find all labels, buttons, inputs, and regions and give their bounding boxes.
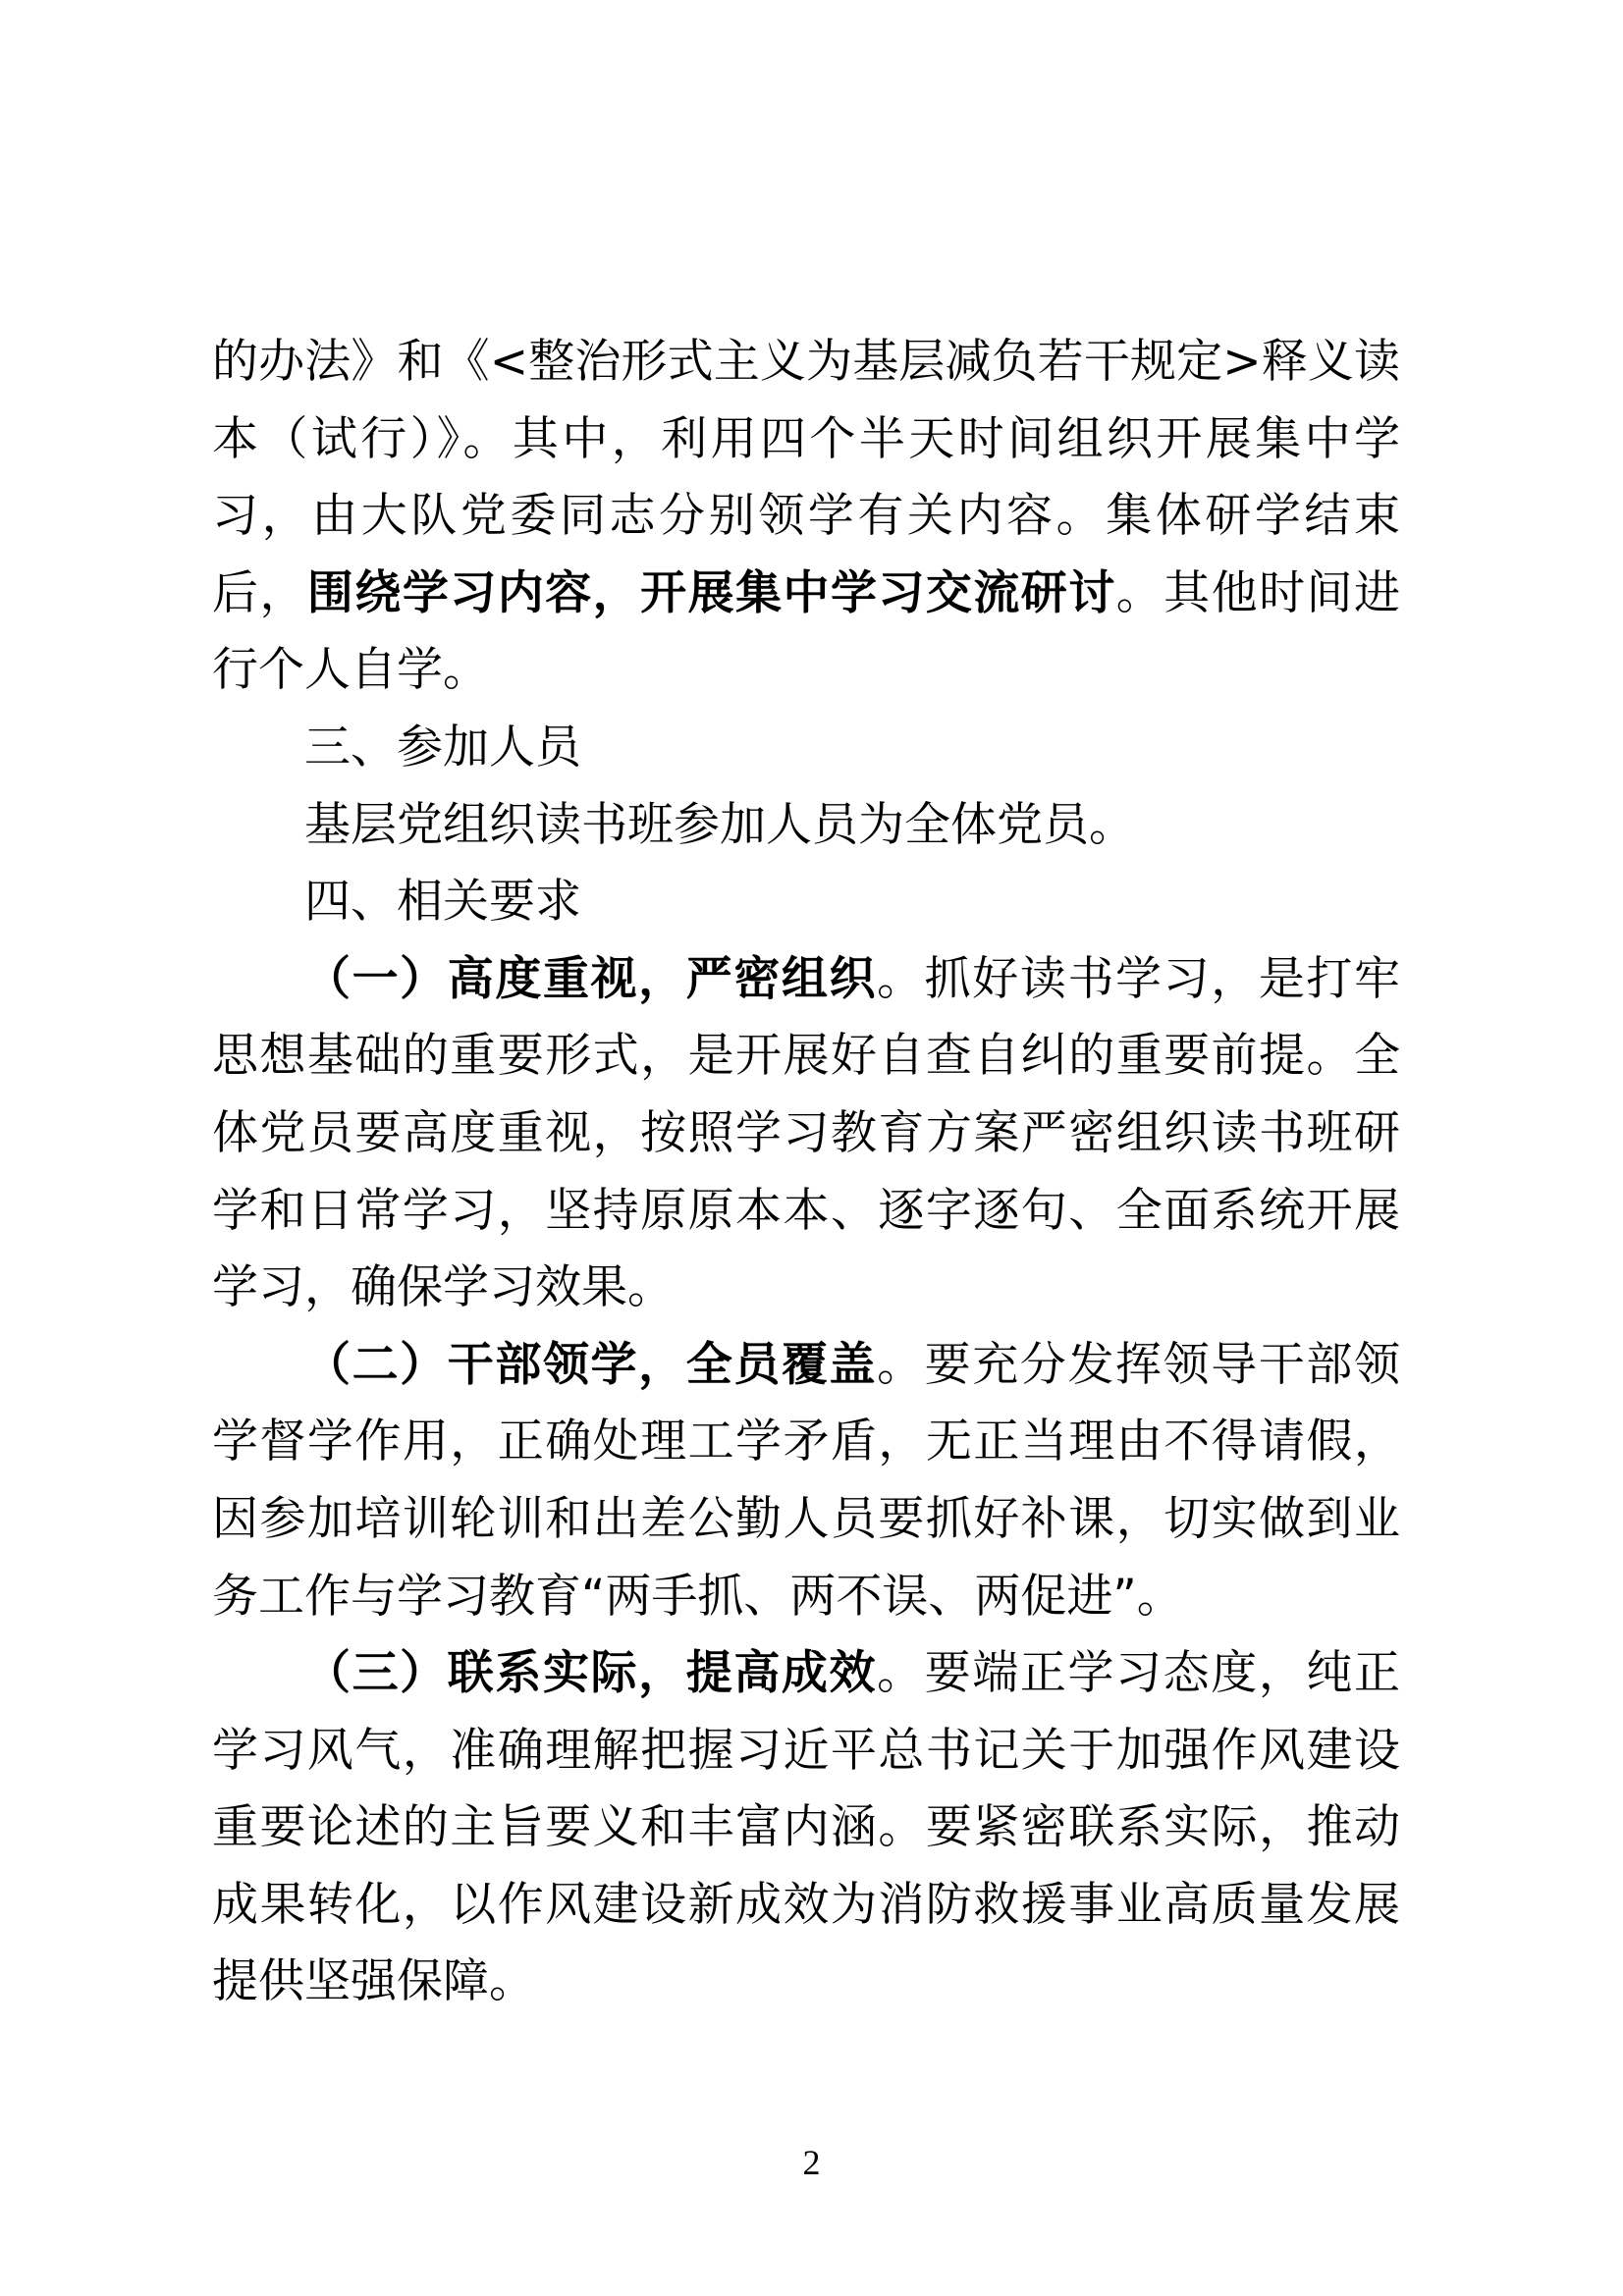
paragraph-study-arrangement xyxy=(212,324,1400,710)
requirement-heading-2: （二）干部领学，全员覆盖 xyxy=(304,1337,878,1392)
requirement-text-3: 。要端正学习态度，纯正学习风气，准确理解把握习近平总书记关于加强作风建设重要论述的主旨要义和丰富内涵。要紧密联系实际，推动成果转化，以作风建设新成效为消防救援事业高质量发展提供坚强保障。 xyxy=(212,1646,1401,2009)
paragraph-text-end: 。其他时间进行个人自学。 xyxy=(212,565,1401,698)
paragraph-participants: 基层党组织读书班参加人员为全体党员。 xyxy=(304,797,1135,852)
section-heading-requirements: 四、相关要求 xyxy=(304,875,581,930)
requirement-text-1: 。抓好读书学习，是打牢思想基础的重要形式，是开展好自查自纠的重要前提。全体党员要高度重视，按照学习教育方案严密组织读书班研学和日常学习，坚持原原本本、逐字逐句、全面系统开展学习，确保学习效果。 xyxy=(212,951,1401,1315)
emphasis-text: 围绕学习内容，开展集中学习交流研讨 xyxy=(306,565,1116,620)
requirement-heading-3: （三）联系实际，提高成效 xyxy=(304,1646,878,1701)
section-heading-participants: 三、参加人员 xyxy=(304,720,581,774)
requirement-heading-1: （一）高度重视，严密组织 xyxy=(304,951,878,1006)
paragraph-text: 的办法》和《<整治形式主义为基层减负若干规定>释义读本（试行）》。其中，利用四个半天时间组织开展集中学习，由大队党委同志分别领学有关内容。集体研学结束后， xyxy=(212,335,1400,620)
requirement-text-2: 。要充分发挥领导干部领学督学作用，正确处理工学矛盾，无正当理由不得请假，因参加培训轮训和出差公勤人员要抓好补课，切实做到业务工作与学习教育“两手抓、两不误、两促进”。 xyxy=(212,1337,1401,1624)
page-number: 2 xyxy=(802,2143,821,2182)
document-body xyxy=(212,324,1400,2021)
requirement-item-1 xyxy=(212,941,1400,1327)
requirement-item-3 xyxy=(212,1635,1400,2021)
requirement-item-2 xyxy=(212,1327,1400,1635)
